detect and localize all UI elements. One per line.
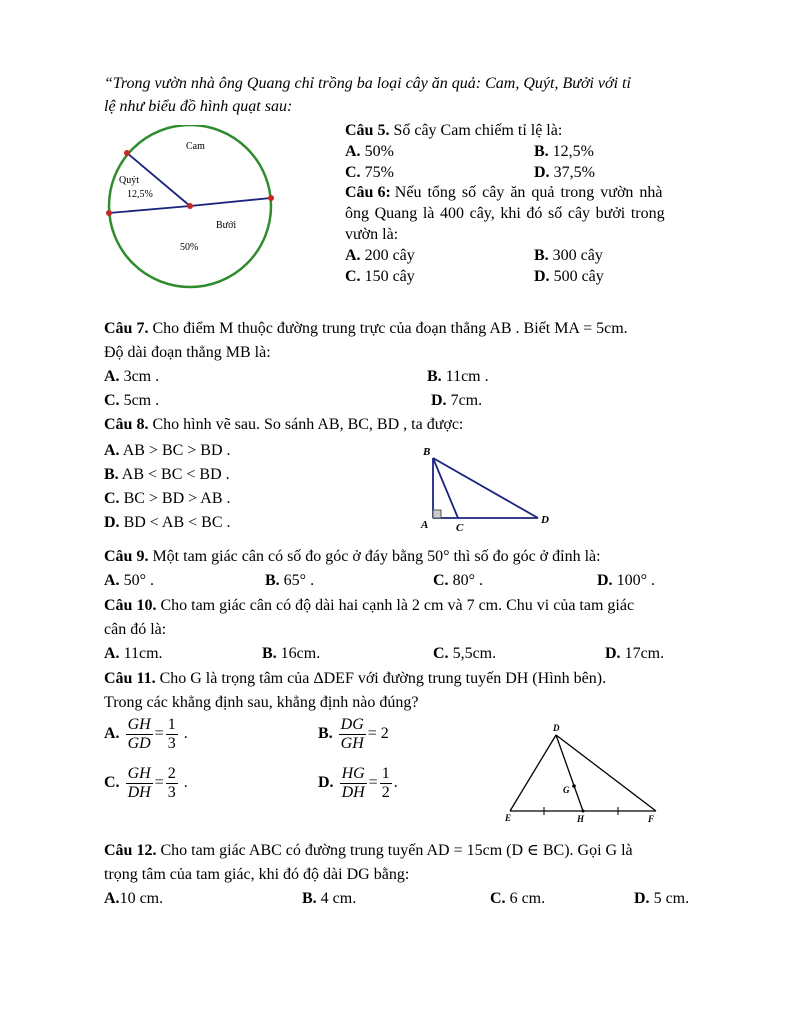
q12-option-a[interactable]: A.10 cm.: [104, 890, 164, 907]
q6-stem-line-3: vườn là:: [345, 226, 399, 243]
q7-option-d[interactable]: D. 7cm.: [431, 392, 483, 409]
q6-option-d[interactable]: D. 500 cây: [534, 268, 604, 285]
q12-option-c[interactable]: C. 6 cm.: [490, 890, 546, 907]
q10-stem-line-2: cân đó là:: [104, 621, 167, 638]
q8-segment-bc: [433, 458, 458, 518]
pie-label-quyt: Quýt: [119, 175, 139, 186]
q11-point-g: G: [563, 785, 570, 795]
q12-option-b[interactable]: B. 4 cm.: [302, 890, 357, 907]
q5-option-d[interactable]: D. 37,5%: [534, 164, 595, 181]
pie-point-left: [106, 210, 112, 216]
q5-stem: [345, 120, 562, 142]
q11-option-c[interactable]: C. $\frac{GH}{DH}$ = $\frac{2}{3}$ .: [104, 765, 188, 801]
q9-option-b[interactable]: B. 65° .: [265, 572, 315, 589]
q8-right-angle-mark: [433, 510, 441, 518]
q11-stem-line-2: Trong các khẳng định sau, khẳng định nào đúng?: [104, 694, 419, 711]
q11-point-e: E: [505, 813, 512, 823]
q6-label: Câu 6:: [345, 184, 391, 201]
q11-point-h: H: [577, 814, 585, 824]
q8-option-a[interactable]: A. AB > BC > BD .: [104, 442, 231, 459]
q8-stem: Câu 8. Cho hình vẽ sau. So sánh AB, BC, BD , ta được:: [104, 416, 464, 433]
q8-option-c[interactable]: C. BC > BD > AB .: [104, 490, 231, 507]
q11-point-f: F: [648, 814, 655, 824]
q6-option-b[interactable]: B. 300 cây: [534, 247, 603, 264]
pie-label-buoi: Bưởi: [216, 220, 237, 231]
q6-option-a[interactable]: A. 200 cây: [345, 247, 415, 264]
q9-option-a[interactable]: A. 50° .: [104, 572, 154, 589]
pie-radius-buoi: [109, 206, 190, 213]
q11-segment-df: [556, 735, 656, 811]
q10-label: Câu 10.: [104, 597, 157, 614]
q9-label: Câu 9.: [104, 548, 149, 565]
q9-stem: Câu 9. Một tam giác cân có số đo góc ở đáy bằng 50° thì số đo góc ở đỉnh là:: [104, 548, 601, 565]
q12-stem-line-2: trọng tâm của tam giác, khi đó độ dài DG bằng:: [104, 866, 410, 883]
q8-figure: [415, 440, 565, 538]
q11-point-h-dot: [582, 810, 585, 813]
q6-stem-line-1: Câu 6: Nếu tổng số cây ăn quả trong vườn nhà: [345, 184, 663, 201]
q6-option-c[interactable]: C. 150 cây: [345, 268, 415, 285]
q5-option-a[interactable]: A. 50%: [345, 143, 394, 160]
intro-line-1: “Trong vườn nhà ông Quang chỉ trồng ba loại cây ăn quả: Cam, Quýt, Bưởi với tỉ: [104, 75, 631, 92]
q8-segment-bd: [433, 458, 538, 518]
q7-option-b[interactable]: B. 11cm .: [427, 368, 489, 385]
q10-stem-line-1: Câu 10. Cho tam giác cân có độ dài hai cạnh là 2 cm và 7 cm. Chu vi của tam giác: [104, 597, 635, 614]
q10-option-d[interactable]: D. 17cm.: [605, 645, 665, 662]
q8-option-d[interactable]: D. BD < AB < BC .: [104, 514, 231, 531]
q8-label: Câu 8.: [104, 416, 149, 433]
q11-median-dh: [556, 735, 583, 811]
q7-stem-line-1: Câu 7. Cho điểm M thuộc đường trung trực của đoạn thẳng AB . Biết MA = 5cm.: [104, 320, 628, 337]
pie-radius-cam: [190, 198, 271, 206]
q7-label: Câu 7.: [104, 320, 149, 337]
q5-option-b[interactable]: B. 12,5%: [534, 143, 594, 160]
q8-point-a: A: [421, 519, 429, 531]
q10-option-c[interactable]: C. 5,5cm.: [433, 645, 497, 662]
q11-option-d[interactable]: D. $\frac{HG}{DH}$ = $\frac{1}{2}$ .: [318, 765, 398, 801]
intro-line-2: lệ như biểu đồ hình quạt sau:: [104, 98, 293, 115]
q7-option-c[interactable]: C. 5cm .: [104, 392, 160, 409]
q12-option-d[interactable]: D. 5 cm.: [634, 890, 690, 907]
q11-option-a[interactable]: A. $\frac{GH}{GD}$ = $\frac{1}{3}$ .: [104, 716, 188, 752]
pie-label-buoi-pct: 50%: [180, 242, 199, 253]
q10-option-b[interactable]: B. 16cm.: [262, 645, 321, 662]
q8-point-b: B: [423, 446, 431, 458]
q11-centroid: [572, 784, 576, 788]
pie-label-cam: Cam: [186, 141, 205, 152]
q9-option-d[interactable]: D. 100° .: [597, 572, 655, 589]
q8-option-b[interactable]: B. AB < BC < BD .: [104, 466, 230, 483]
q11-stem-line-1: Câu 11. Cho G là trọng tâm của ΔDEF với đường trung tuyến DH (Hình bên).: [104, 670, 607, 687]
q12-label: Câu 12.: [104, 842, 157, 859]
q6-stem-line-2: ông Quang là 400 cây, khi đó số cây bưởi trong: [345, 205, 665, 222]
q11-figure: [500, 720, 670, 830]
q11-point-d: D: [553, 723, 560, 733]
q11-label: Câu 11.: [104, 670, 156, 687]
pie-point-center: [187, 203, 193, 209]
q12-stem-line-1: Câu 12. Cho tam giác ABC có đường trung tuyến AD = 15cm (D ∈ BC). Gọi G là: [104, 842, 633, 859]
q5-label: Câu 5.: [345, 122, 390, 139]
pie-point-top: [124, 150, 130, 156]
q7-stem-line-2: Độ dài đoạn thẳng MB là:: [104, 344, 271, 361]
q9-option-c[interactable]: C. 80° .: [433, 572, 483, 589]
pie-label-quyt-pct: 12,5%: [127, 189, 153, 200]
q5-text: Số cây Cam chiếm tỉ lệ là:: [393, 122, 563, 139]
q8-point-c: C: [456, 522, 464, 534]
pie-chart: [100, 125, 280, 295]
q7-option-a[interactable]: A. 3cm .: [104, 368, 160, 385]
q11-segment-de: [510, 735, 556, 811]
q10-option-a[interactable]: A. 11cm.: [104, 645, 163, 662]
pie-point-right: [268, 195, 274, 201]
q8-point-d: D: [541, 514, 549, 526]
q5-option-c[interactable]: C. 75%: [345, 164, 394, 181]
q11-option-b[interactable]: B. $\frac{DG}{GH}$ = 2: [318, 716, 389, 752]
